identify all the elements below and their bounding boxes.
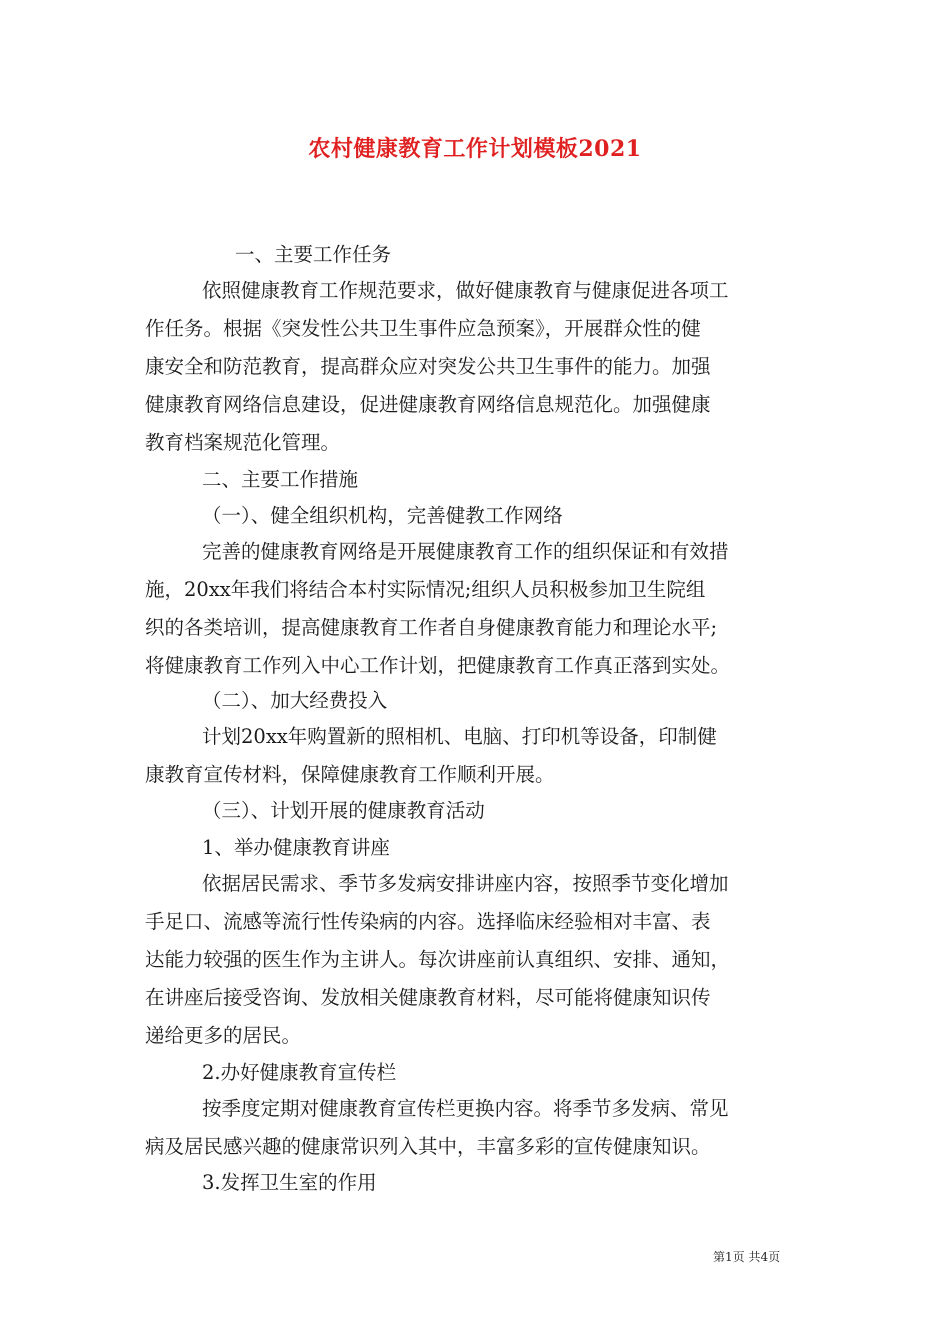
- paragraph-line: 完善的健康教育网络是开展健康教育工作的组织保证和有效措: [202, 540, 729, 563]
- paragraph-line: 依据居民需求、季节多发病安排讲座内容，按照季节变化增加: [202, 872, 729, 895]
- paragraph-line: 手足口、流感等流行性传染病的内容。选择临床经验相对丰富、表: [145, 910, 711, 933]
- paragraph-line: 依照健康教育工作规范要求，做好健康教育与健康促进各项工: [202, 279, 729, 302]
- item-heading-3: 3.发挥卫生室的作用: [202, 1171, 377, 1194]
- subheading-3: （三）、计划开展的健康教育活动: [202, 799, 485, 822]
- page-number: 第1页 共4页: [713, 1250, 781, 1264]
- paragraph-line: 病及居民感兴趣的健康常识列入其中，丰富多彩的宣传健康知识。: [145, 1135, 711, 1158]
- item-heading-1: 1、举办健康教育讲座: [202, 836, 390, 859]
- subheading-2: （二）、加大经费投入: [202, 689, 388, 712]
- paragraph-line: 康教育宣传材料，保障健康教育工作顺利开展。: [145, 763, 555, 786]
- paragraph-line: 递给更多的居民。: [145, 1024, 302, 1047]
- heading-2: 二、主要工作措施: [202, 468, 359, 491]
- paragraph-line: 健康教育网络信息建设，促进健康教育网络信息规范化。加强健康: [145, 393, 711, 416]
- paragraph-line: 按季度定期对健康教育宣传栏更换内容。将季节多发病、常见: [202, 1097, 729, 1120]
- document-title: 农村健康教育工作计划模板2021: [308, 136, 642, 162]
- heading-1: 一、主要工作任务: [235, 243, 392, 266]
- paragraph-line: 计划20xx年购置新的照相机、电脑、打印机等设备，印制健: [202, 725, 717, 748]
- item-heading-2: 2.办好健康教育宣传栏: [202, 1061, 397, 1084]
- paragraph-line: 教育档案规范化管理。: [145, 431, 341, 454]
- paragraph-line: 织的各类培训，提高健康教育工作者自身健康教育能力和理论水平;: [145, 616, 718, 639]
- paragraph-line: 康安全和防范教育，提高群众应对突发公共卫生事件的能力。加强: [145, 355, 711, 378]
- paragraph-line: 施，20xx年我们将结合本村实际情况;组织人员积极参加卫生院组: [145, 578, 706, 601]
- paragraph-line: 将健康教育工作列入中心工作计划，把健康教育工作真正落到实处。: [145, 654, 731, 677]
- paragraph-line: 达能力较强的医生作为主讲人。每次讲座前认真组织、安排、通知，: [145, 948, 731, 971]
- paragraph-line: 作任务。根据《突发性公共卫生事件应急预案》，开展群众性的健: [145, 317, 701, 340]
- subheading-1: （一）、健全组织机构，完善健教工作网络: [202, 504, 563, 527]
- paragraph-line: 在讲座后接受咨询、发放相关健康教育材料，尽可能将健康知识传: [145, 986, 711, 1009]
